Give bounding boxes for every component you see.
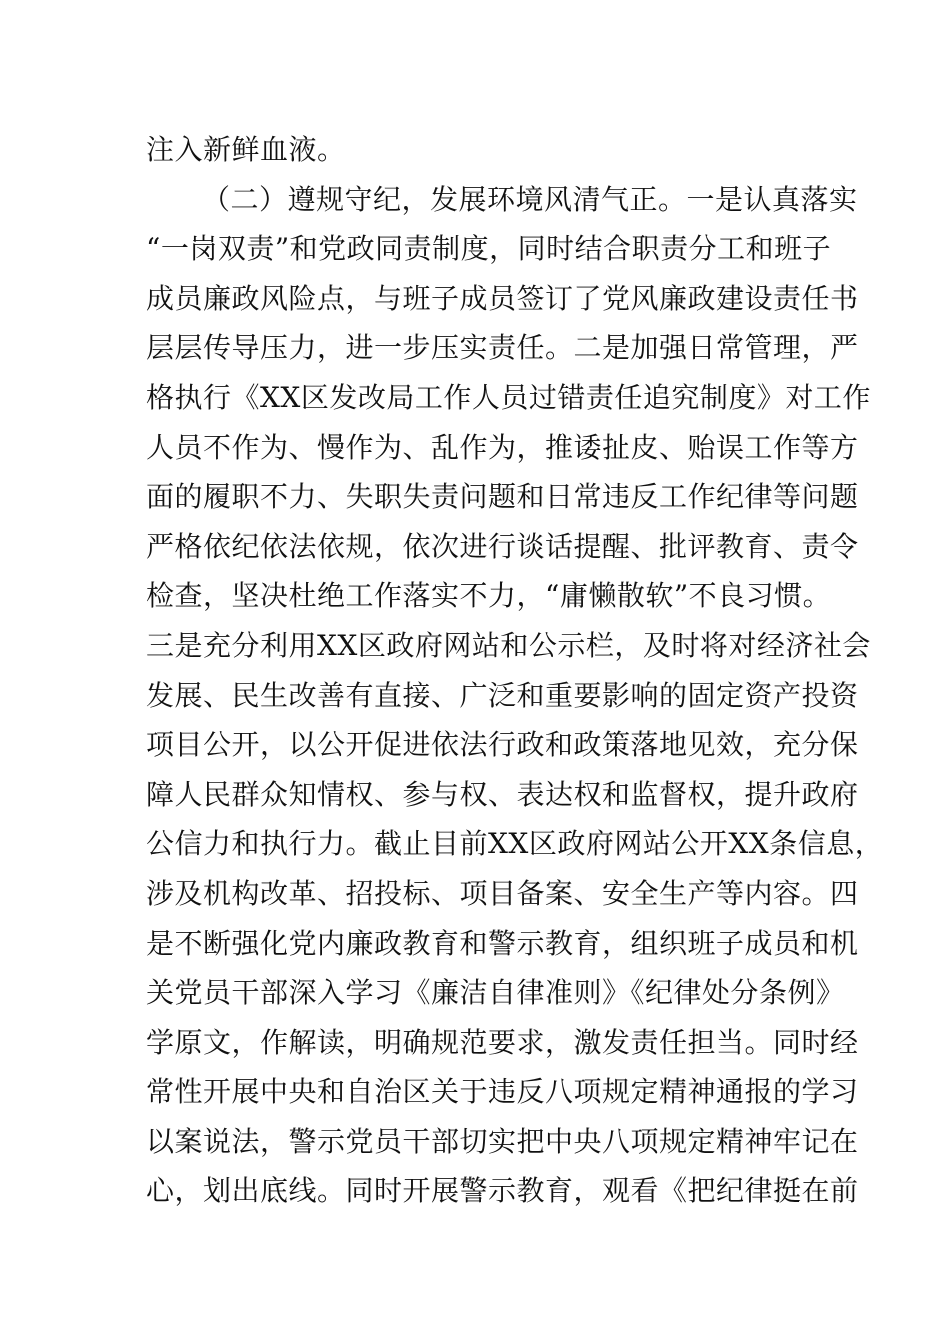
text-line: 公信力和执行力。截止目前XX区政府网站公开XX条信息， [146, 827, 884, 861]
text-line: 成员廉政风险点，与班子成员签订了党风廉政建设责任书 [146, 281, 859, 315]
paragraph-heading-line: （二）遵规守纪，发展环境风清气正。一是认真落实 [202, 182, 858, 216]
text-line: 发展、民生改善有直接、广泛和重要影响的固定资产投资 [146, 678, 859, 712]
text-line: 障人民群众知情权、参与权、表达权和监督权，提升政府 [146, 777, 859, 811]
text-line: 注入新鲜血液。 [146, 133, 346, 166]
text-line: 涉及机构改革、招投标、项目备案、安全生产等内容。四 [146, 876, 859, 910]
text-line: 常性开展中央和自治区关于违反八项规定精神通报的学习 [146, 1075, 859, 1109]
text-line: 层层传导压力，进一步压实责任。二是加强日常管理，严 [146, 331, 859, 365]
text-line: 格执行《XX区发改局工作人员过错责任追究制度》对工作 [146, 380, 871, 414]
text-line: 以案说法，警示党员干部切实把中央八项规定精神牢记在 [146, 1124, 859, 1158]
text-line: 人员不作为、慢作为、乱作为，推诿扯皮、贻误工作等方 [146, 430, 859, 464]
document-body [146, 125, 884, 1216]
text-line: 面的履职不力、失职失责问题和日常违反工作纪律等问题 [146, 480, 859, 514]
text-line: 是不断强化党内廉政教育和警示教育，组织班子成员和机 [146, 926, 859, 960]
text-line: 三是充分利用XX区政府网站和公示栏，及时将对经济社会 [146, 628, 871, 662]
text-line: 关党员干部深入学习《廉洁自律准则》《纪律处分条例》 [146, 976, 845, 1010]
text-line: 心，划出底线。同时开展警示教育，观看《把纪律挺在前 [146, 1174, 859, 1208]
text-line: 项目公开，以公开促进依法行政和政策落地见效，充分保 [146, 728, 859, 762]
text-line: 严格依纪依法依规，依次进行谈话提醒、批评教育、责令 [146, 529, 859, 563]
text-line: 检查，坚决杜绝工作落实不力，“庸懒散软”不良习惯。 [146, 579, 832, 613]
text-line: “一岗双责”和党政同责制度，同时结合职责分工和班子 [146, 232, 832, 266]
text-line: 学原文，作解读，明确规范要求，激发责任担当。同时经 [146, 1025, 859, 1059]
